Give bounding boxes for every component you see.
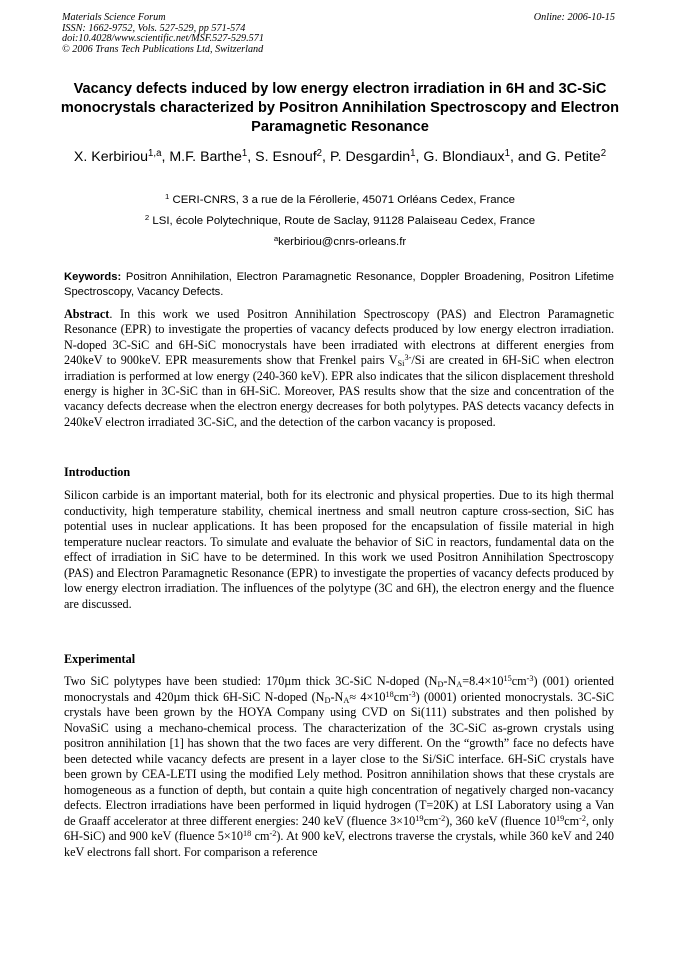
keywords-text: Positron Annihilation, Electron Paramagnetic Resonance, Doppler Broadening, Positron Lifetime Spectroscopy, Vacancy Defects.	[64, 271, 615, 298]
doi-line: doi:10.4028/www.scientific.net/MSF.527-529.571	[62, 33, 264, 44]
affiliation-2: $^2$ LSI, école Polytechnique, Route de Saclay, 91128 Palaiseau Cedex, France	[144, 213, 536, 227]
author-email: $^a$kerbiriou@cnrs-orleans.fr	[273, 234, 407, 248]
experimental-heading: Experimental	[64, 652, 136, 666]
author-affiliation-mark: 2	[316, 148, 323, 160]
author-name: X. Kerbiriou	[73, 149, 149, 165]
abstract-label: Abstract	[64, 307, 110, 321]
introduction-text: Silicon carbide is an important material, both for its electronic and physical properties. Due to its high thermal conductivity, high temperature stability, chemical inertness and small neutron capture cross-section, SiC has potential uses in nuclear applications. It has been proposed for the encapsulation of fissile material in high temperature nuclear reactors. To simulate and evaluate the behavior of SiC in reactors, fundamental data on the effect of irradiation in SiC have to be determined. In this work we used Positron Annihilation Spectroscopy (PAS) and Electron Paramagnetic Resonance (EPR) to investigate the properties of vacancy defects produced by low energy electron irradiation. The influences of the polytype (3C and 6H), the electron energy and the fluence are discussed.	[64, 488, 614, 611]
keywords	[64, 270, 614, 300]
journal-name: Materials Science Forum	[62, 12, 166, 23]
journal-header	[62, 13, 264, 55]
author-name: G. Blondiaux	[423, 149, 505, 165]
keywords-label: Keywords:	[64, 271, 122, 283]
paper-title: Vacancy defects induced by low energy electron irradiation in 6H and 3C-SiC monocrystals characterized by Positron Annihilation Spectroscopy and Electron Paramagnetic Resonance	[60, 81, 620, 135]
introduction-heading: Introduction	[64, 465, 131, 479]
author-affiliation-mark: 2	[600, 148, 607, 160]
affiliation-1: $^1$ CERI-CNRS, 3 a rue de la Férollerie, 45071 Orléans Cedex, France	[165, 192, 515, 206]
author-name: M.F. Barthe	[169, 149, 242, 165]
online-date: Online: 2006-10-15	[533, 12, 615, 23]
author-affiliation-mark: 1	[241, 148, 248, 160]
abstract: Abstract. In this work we used Positron Annihilation Spectroscopy (PAS) and Electron Paramagnetic Resonance (EPR) to investigate the properties of vacancy defects produced by low energy electron irradiation. N-doped 3C-SiC and 6H-SiC monocrystals have been irradiated with electrons at different energies from 240keV to 900keV. EPR measurements show that Frenkel pairs $V_{Si}^{3-}/Si$ are created in 6H-SiC when electron irradiation is performed at low energy (240-360 keV). EPR also indicates that the silicon displacement threshold energy is higher in 3C-SiC than in 6H-SiC. Moreover, PAS results show that the size and concentration of the vacancy defects decrease when the electron energy decreases for both polytypes. PAS detects vacancy defects in 240keV electron irradiated 3C-SiC, and the detection of the carbon vacancy is proposed.	[64, 307, 614, 429]
author-affiliation-mark: 1,a	[148, 148, 162, 160]
author-list: X. Kerbiriou$^{1,a}$, M.F. Barthe$^1$, S. Esnouf$^2$, P. Desgardin$^1$, G. Blondiaux$^1$, and G. Petite$^2$	[73, 148, 607, 165]
author-affiliation-mark: 1	[410, 148, 416, 160]
experimental-text: Two SiC polytypes have been studied: 170µm thick 3C-SiC N-doped $(N_D-N_A=8.4\times 10^{15}cm^{-3})$ (001) oriented monocrystals and 420µm thick 6H-SiC N-doped $(N_D-N_A\approx 4\times 10^{18}cm^{-3})$ (0001) oriented monocrystals. 3C-SiC crystals have been grown by the HOYA Company using CVD on Si(111) substrates and then polished by NovaSiC using a mechano-chemical process. The characterization of the 3C-SiC as-grown crystals using positron annihilation [1] has shown that the two faces are very different. On the “growth” face no defects have been detected while vacancy defects are present in a layer close to the Si/SiC interface. 6H-SiC crystals have been grown by CEA-LETI using the modified Lely method. Positron annihilation shows that these crystals are homogeneous as a function of depth, but contain a quite high concentration of negatively charged non-vacancy defects. Electron irradiations have been performed in liquid hydrogen (T=20K) at LSI Laboratory using a Van de Graaff accelerator at three different energies: 240 keV (fluence $3\times 10^{19}cm^{-2}$), 360 keV (fluence $10^{19}cm^{-2}$, only 6H-SiC) and 900 keV (fluence $5\times 10^{18}$ $cm^{-2}$). At 900 keV, electrons traverse the crystals, while 360 keV and 240 keV electrons fall short. For comparison a reference	[64, 673, 615, 859]
author-name: G. Petite	[545, 149, 601, 165]
copyright-line: © 2006 Trans Tech Publications Ltd, Switzerland	[62, 43, 264, 55]
author-name: P. Desgardin	[329, 149, 411, 165]
issn-line: ISSN: 1662-9752, Vols. 527-529, pp 571-574	[62, 22, 246, 34]
author-affiliation-mark: 1	[504, 148, 510, 160]
author-name: S. Esnouf	[255, 149, 317, 165]
